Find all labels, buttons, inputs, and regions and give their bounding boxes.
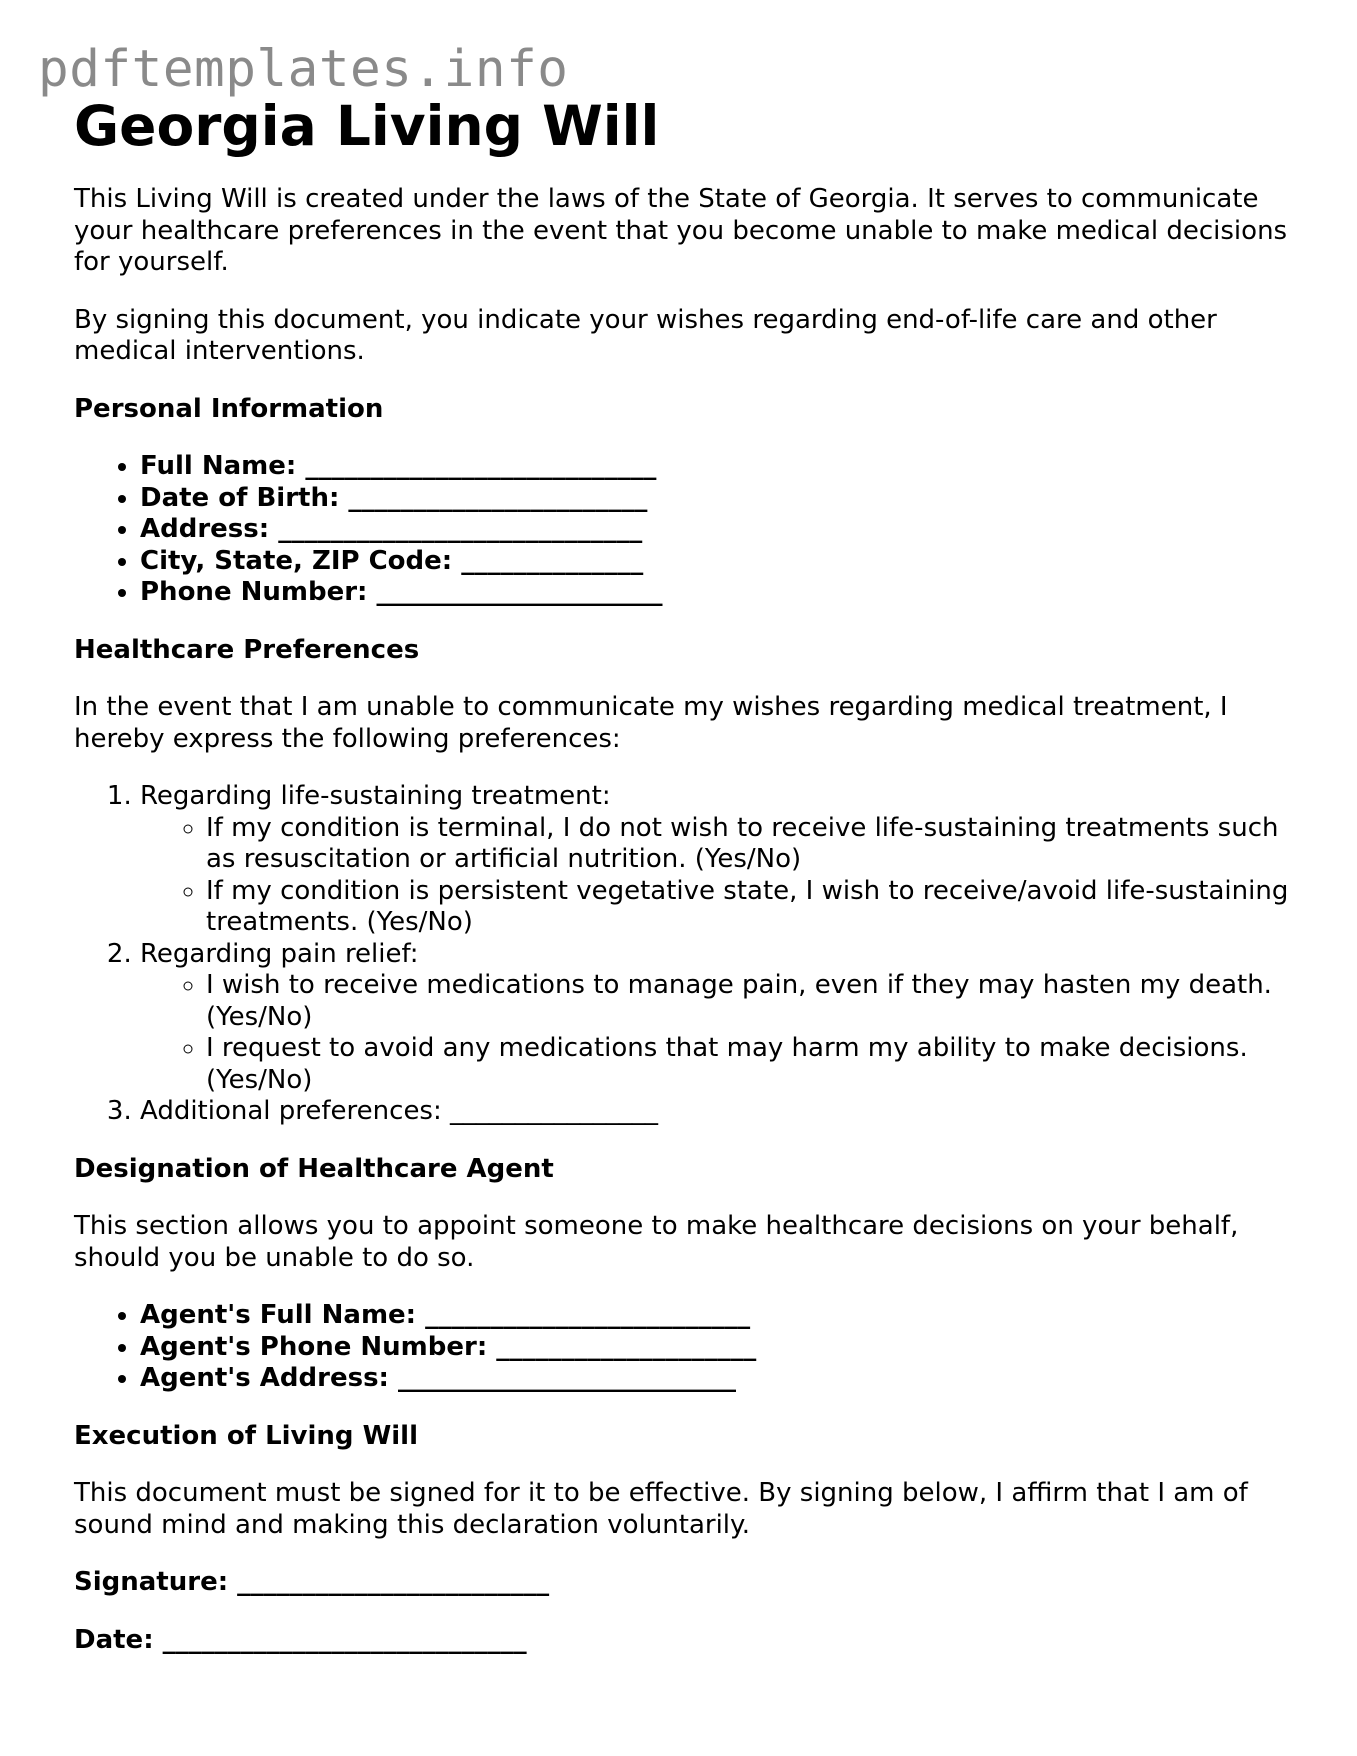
preference-label: Regarding life-sustaining treatment: — [140, 781, 611, 811]
date-line: Date: ____________________________ — [74, 1624, 527, 1655]
section-heading-personal: Personal Information — [74, 393, 384, 424]
field-phone-number: • Phone Number: ______________________ — [140, 577, 1294, 609]
preference-option: ◦ If my condition is terminal, I do not wish to receive life-sustaining treatments such as resuscitation or artificial nutrition. (Yes/No) — [206, 813, 1294, 876]
healthcare-intro: In the event that I am unable to communicate my wishes regarding medical treatment, I hereby express the following preferences: — [74, 692, 1228, 754]
field-full-name: • Full Name: ___________________________ — [140, 451, 1294, 483]
agent-intro: This section allows you to appoint someone to make healthcare decisions on your behalf, should you be unable to do so. — [74, 1211, 1239, 1273]
section-heading-execution: Execution of Living Will — [74, 1420, 419, 1451]
preference-label: Additional preferences: ________________ — [140, 1096, 659, 1126]
field-agent-address: • Agent's Address: __________________________ — [140, 1363, 1294, 1395]
intro-paragraph: By signing this document, you indicate your wishes regarding end-of-life care and other medical interventions. — [74, 304, 1217, 366]
signature-line: Signature: ________________________ — [74, 1567, 550, 1597]
preference-item — [140, 781, 1294, 939]
document-page — [74, 92, 1294, 1656]
preference-sublist — [140, 970, 1294, 1096]
preference-item — [140, 1096, 1294, 1128]
preference-label: Regarding pain relief: — [140, 938, 419, 969]
section-heading-healthcare: Healthcare Preferences — [74, 634, 420, 665]
field-date-of-birth: • Date of Birth: _______________________ — [140, 483, 1294, 515]
watermark: pdftemplates.info — [38, 40, 569, 99]
personal-info-list — [74, 451, 1294, 609]
page-title: Georgia Living Will — [74, 94, 660, 158]
preference-option: ◦ I request to avoid any medications that may harm my ability to make decisions. (Yes/No) — [206, 1033, 1294, 1096]
field-city-state-zip: • City, State, ZIP Code: ______________ — [140, 546, 1294, 578]
preference-item — [140, 939, 1294, 1097]
agent-info-list — [74, 1300, 1294, 1395]
intro-paragraph: This Living Will is created under the laws of the State of Georgia. It serves to communicate your healthcare preferences in the event that you become unable to make medical decisions for yourself. — [74, 184, 1288, 277]
preferences-list — [74, 781, 1294, 1128]
preference-option: ◦ If my condition is persistent vegetative state, I wish to receive/avoid life-sustaining treatments. (Yes/No) — [206, 876, 1294, 939]
field-agent-full-name: • Agent's Full Name: _________________________ — [140, 1300, 1294, 1332]
field-address: • Address: ____________________________ — [140, 514, 1294, 546]
section-heading-agent: Designation of Healthcare Agent — [74, 1153, 554, 1184]
preference-option: ◦ I wish to receive medications to manage pain, even if they may hasten my death. (Yes/No) — [206, 970, 1294, 1033]
preference-sublist — [140, 813, 1294, 939]
field-agent-phone-number: • Agent's Phone Number: ____________________ — [140, 1332, 1294, 1364]
execution-text: This document must be signed for it to be effective. By signing below, I affirm that I am of sound mind and making this declaration voluntarily. — [74, 1478, 1248, 1540]
